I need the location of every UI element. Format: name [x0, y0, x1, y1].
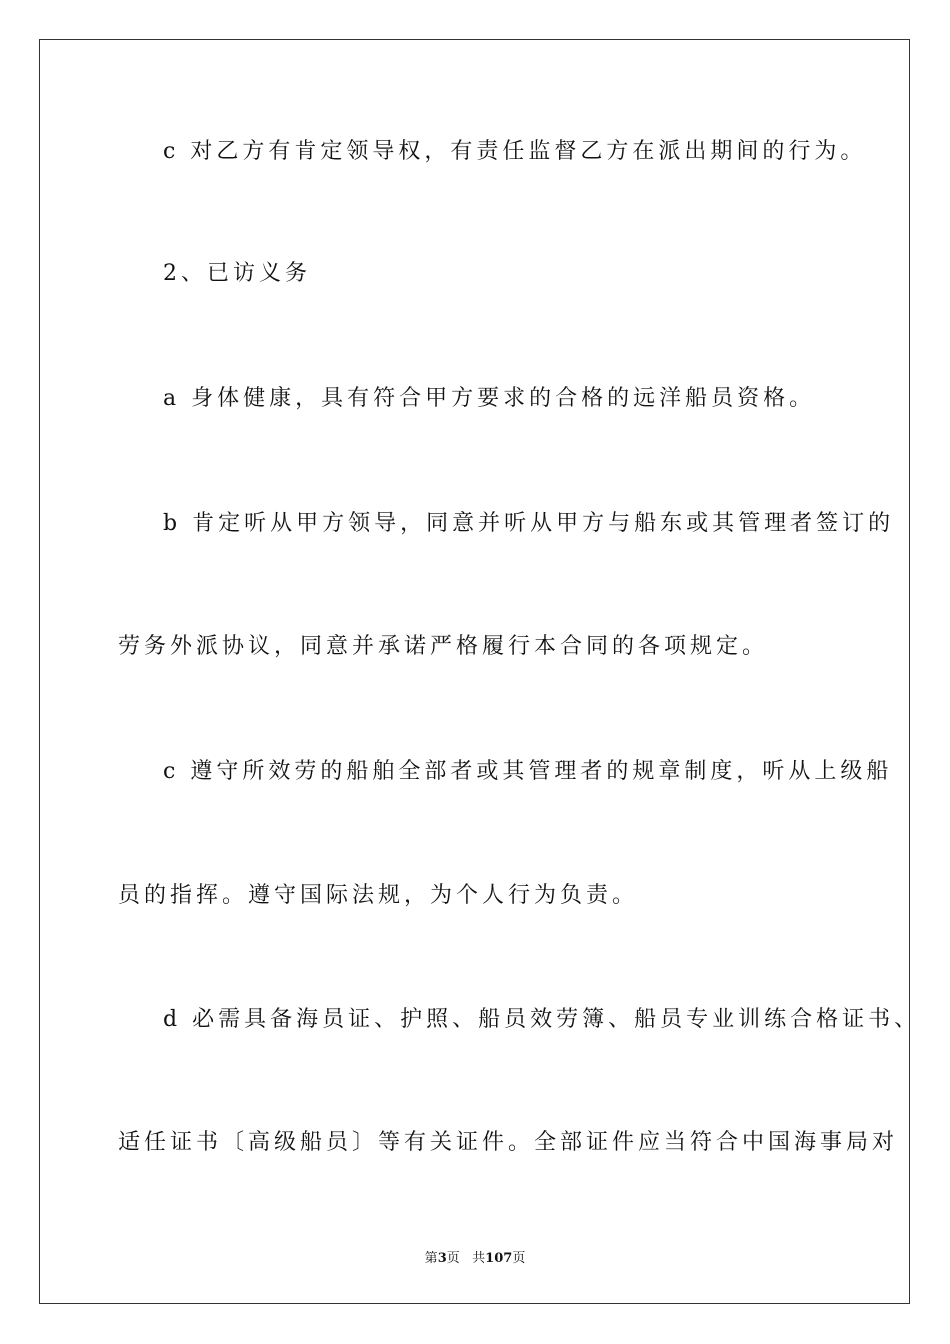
footer-page-prefix: 第 — [424, 1251, 438, 1266]
footer-page-number: 3 — [437, 1251, 447, 1266]
footer-page-suffix: 页 — [446, 1251, 460, 1266]
paragraph-line: c 遵守所效劳的船舶全部者或其管理者的规章制度，听从上级船 — [163, 759, 893, 784]
paragraph-line: b 肯定听从甲方领导，同意并听从甲方与船东或其管理者签订的 — [163, 511, 895, 536]
footer-total-prefix: 共 — [472, 1251, 486, 1266]
paragraph-line: c 对乙方有肯定领导权，有责任监督乙方在派出期间的行为。 — [163, 139, 867, 164]
paragraph-line: 适任证书〔高级船员〕等有关证件。全部证件应当符合中国海事局对 — [118, 1130, 899, 1155]
paragraph-line: a 身体健康，具有符合甲方要求的合格的远洋船员资格。 — [163, 386, 816, 411]
footer-total-suffix: 页 — [512, 1251, 526, 1266]
section-heading: 2、已访义务 — [163, 261, 311, 286]
paragraph-line: 员的指挥。遵守国际法规，为个人行为负责。 — [118, 883, 639, 908]
paragraph-line: 劳务外派协议，同意并承诺严格履行本合同的各项规定。 — [118, 634, 769, 659]
paragraph-line: d 必需具备海员证、护照、船员效劳簿、船员专业训练合格证书、 — [163, 1007, 921, 1032]
page-border — [39, 39, 910, 1304]
page-footer — [0, 1250, 950, 1268]
footer-total-pages: 107 — [485, 1251, 513, 1266]
